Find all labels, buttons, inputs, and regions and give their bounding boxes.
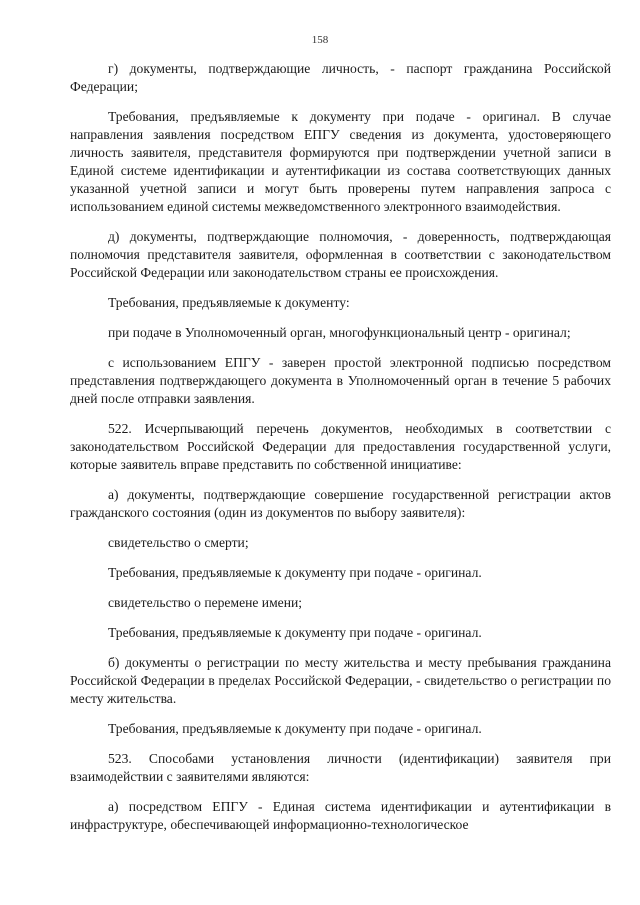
paragraph-identity-requirements: Требования, предъявляемые к документу при подаче - оригинал. В случае направления заявления посредством ЕПГУ сведения из документа, удостоверяющего личность заявителя, представителя формируются при подтверждении учетной записи в Единой системе идентификации и аутентификации из состава соответствующих данных указанной учетной записи и могут быть проверены путем направления запроса с использованием единой системы межведомственного электронного взаимодействия.	[70, 109, 611, 214]
paragraph-identity-docs: г) документы, подтверждающие личность, - паспорт гражданина Российской Федерации;	[70, 61, 611, 94]
paragraph-residence-docs: б) документы о регистрации по месту жительства и месту пребывания гражданина Российской Федерации в пределах Российской Федерации, - свидетельство о регистрации по месту жительства.	[70, 655, 611, 706]
paragraph-death-certificate: свидетельство о смерти;	[108, 535, 249, 550]
paragraph-epgu-identification: а) посредством ЕПГУ - Единая система идентификации и аутентификации в инфраструктуре, обеспечивающей информационно-технологическое	[70, 799, 611, 832]
paragraph-epgu-submission: с использованием ЕПГУ - заверен простой электронной подписью посредством представления подтверждающего документа в Уполномоченный орган в течение 5 рабочих дней после отправки заявления.	[70, 355, 611, 406]
paragraph-civil-registration-docs: а) документы, подтверждающие совершение государственной регистрации актов гражданского состояния (один из документов по выбору заявителя):	[70, 487, 611, 520]
paragraph-requirement-original-2: Требования, предъявляемые к документу при подаче - оригинал.	[108, 625, 482, 640]
document-body	[70, 60, 611, 846]
page-number: 158	[311, 34, 329, 46]
paragraph-523: 523. Способами установления личности (идентификации) заявителя при взаимодействии с заявителями являются:	[70, 751, 611, 784]
paragraph-name-change-certificate: свидетельство о перемене имени;	[108, 595, 303, 610]
paragraph-requirements-heading: Требования, предъявляемые к документу:	[108, 295, 350, 310]
paragraph-requirement-original-3: Требования, предъявляемые к документу при подаче - оригинал.	[108, 721, 482, 736]
paragraph-522: 522. Исчерпывающий перечень документов, необходимых в соответствии с законодательством Российской Федерации для предоставления государственной услуги, которые заявитель вправе представить по собственной инициативе:	[70, 421, 611, 472]
paragraph-authority-docs: д) документы, подтверждающие полномочия, - доверенность, подтверждающая полномочия представителя заявителя, оформленная в соответствии с законодательством Российской Федерации или законодательством страны ее происхождения.	[70, 229, 611, 280]
paragraph-requirement-original-1: Требования, предъявляемые к документу при подаче - оригинал.	[108, 565, 482, 580]
paragraph-in-person-submission: при подаче в Уполномоченный орган, многофункциональный центр - оригинал;	[108, 325, 571, 340]
